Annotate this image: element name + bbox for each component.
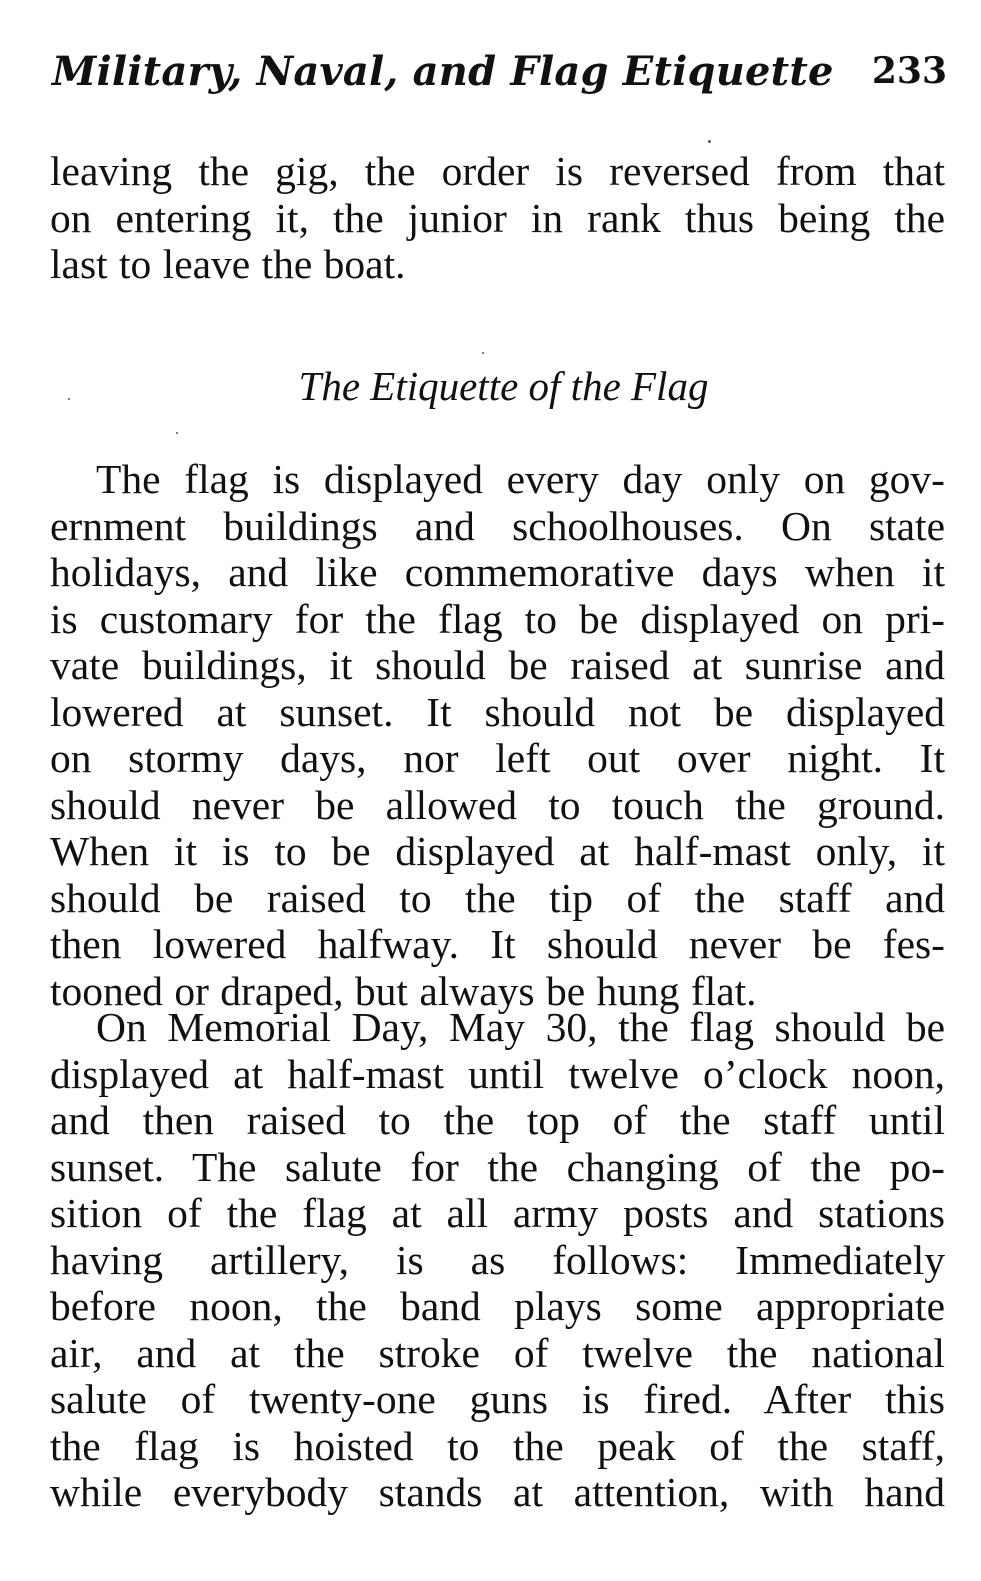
print-speck	[482, 352, 484, 354]
text-line: holidays, and like commemorative days when it	[50, 549, 945, 595]
page-number: 233	[871, 50, 947, 92]
text-line: On Memorial Day, May 30, the flag should be	[96, 1004, 945, 1050]
print-speck	[708, 140, 711, 143]
continuation-paragraph	[50, 148, 945, 288]
text-line: salute of twenty-one guns is fired. After this	[50, 1376, 945, 1422]
paragraph-memorial-day	[50, 1004, 945, 1516]
text-line: When it is to be displayed at half-mast only, it	[50, 828, 945, 874]
text-line: while everybody stands at attention, with hand	[50, 1469, 945, 1515]
text-line: vate buildings, it should be raised at sunrise and	[50, 642, 945, 688]
running-title: Military, Naval, and Flag Etiquette	[52, 48, 834, 95]
text-line: ernment buildings and schoolhouses. On state	[50, 502, 945, 549]
text-line: air, and at the stroke of twelve the national	[50, 1329, 945, 1376]
running-head	[52, 48, 947, 108]
text-line: then lowered halfway. It should never be fes-	[50, 921, 945, 967]
text-line: having artillery, is as follows: Immediately	[50, 1236, 945, 1283]
text-line: leaving the gig, the order is reversed from that	[50, 148, 945, 194]
section-heading: The Etiquette of the Flag	[298, 363, 709, 409]
text-line: before noon, the band plays some appropriate	[50, 1283, 945, 1329]
text-line: on stormy days, nor left out over night. It	[50, 735, 945, 781]
paragraph-flag-display	[50, 456, 945, 1014]
text-line: should never be allowed to touch the ground.	[50, 781, 945, 828]
text-line: The flag is displayed every day only on gov-	[96, 456, 945, 502]
text-line: should be raised to the tip of the staff and	[50, 874, 945, 921]
text-line: the flag is hoisted to the peak of the staff,	[50, 1422, 945, 1469]
print-speck	[176, 432, 178, 434]
text-line: lowered at sunset. It should not be displayed	[50, 688, 945, 735]
text-line: is customary for the flag to be displayed on pri-	[50, 595, 945, 642]
text-line: and then raised to the top of the staff until	[50, 1097, 945, 1143]
print-speck	[68, 398, 70, 400]
text-line: sition of the flag at all army posts and stations	[50, 1190, 945, 1236]
text-line: displayed at half-mast until twelve o’clock noon,	[50, 1050, 945, 1097]
text-line: sunset. The salute for the changing of the po-	[50, 1143, 945, 1190]
text-line: tooned or draped, but always be hung flat.	[50, 967, 757, 1014]
text-line: on entering it, the junior in rank thus being the	[50, 194, 945, 241]
text-line: last to leave the boat.	[50, 241, 406, 287]
